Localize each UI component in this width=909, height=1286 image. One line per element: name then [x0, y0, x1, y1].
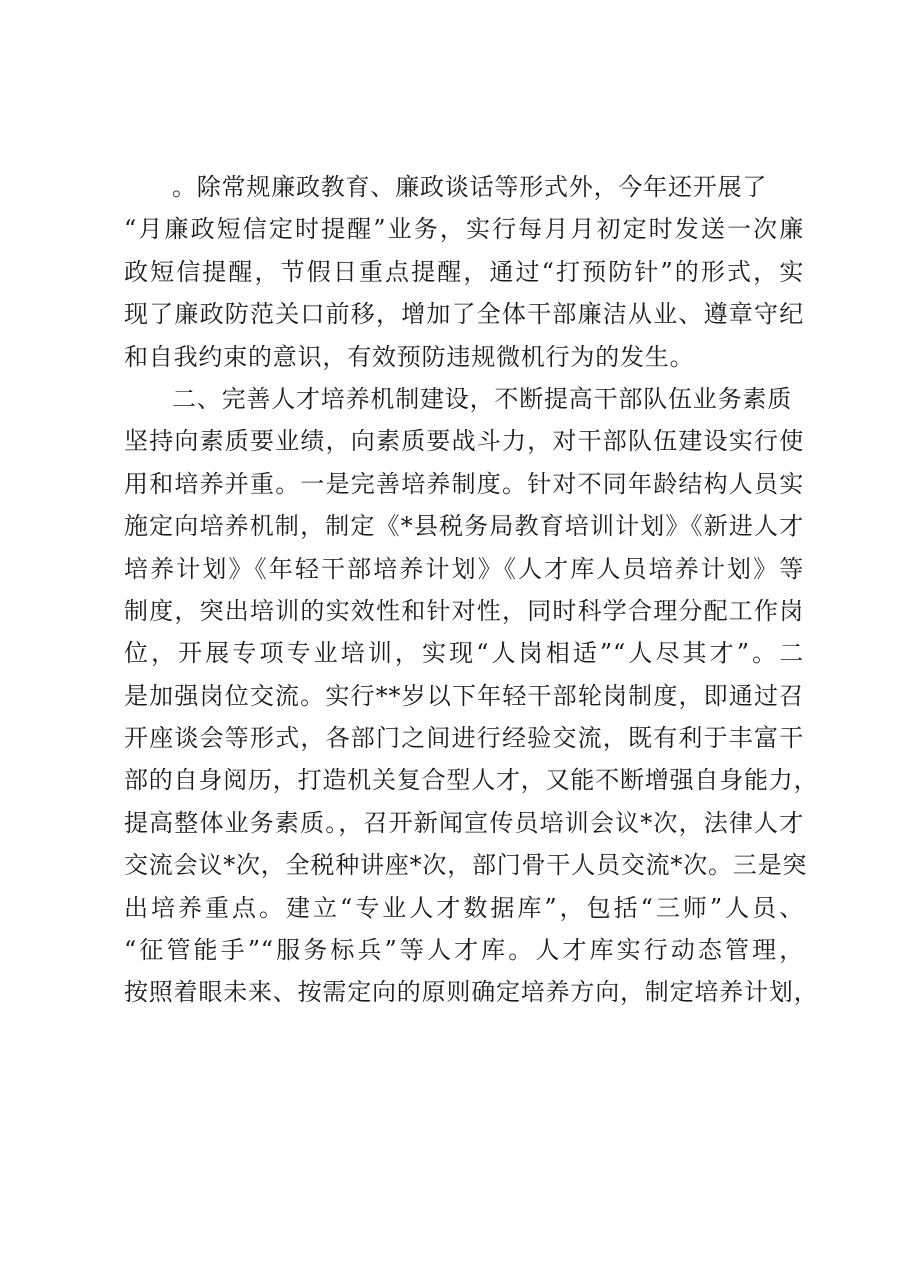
- text-line: 是加强岗位交流。实行**岁以下年轻干部轮岗制度，即通过召: [124, 681, 804, 710]
- text-line: 现了廉政防范关口前移，增加了全体干部廉洁从业、遵章守纪: [124, 300, 804, 329]
- text-line: 和自我约束的意识，有效预防违规微机行为的发生。: [124, 342, 695, 371]
- text-line: 制度，突出培训的实效性和针对性，同时科学合理分配工作岗: [124, 596, 804, 625]
- text-line: 交流会议*次，全税种讲座*次，部门骨干人员交流*次。三是突: [124, 851, 808, 880]
- text-line: 施定向培养机制，制定《*县税务局教育培训计划》《新进人才: [124, 512, 804, 541]
- text-line: 部的自身阅历，打造机关复合型人才，又能不断增强自身能力，: [124, 766, 819, 795]
- text-line: 培养计划》《年轻干部培养计划》《人才库人员培养计划》等: [124, 554, 804, 583]
- text-line: 用和培养并重。一是完善培养制度。针对不同年龄结构人员实: [124, 469, 804, 498]
- text-line: “征管能手”“服务标兵”等人才库。人才库实行动态管理，: [124, 936, 804, 965]
- text-line: 按照着眼未来、按需定向的原则确定培养方向，制定培养计划，: [124, 978, 819, 1007]
- text-line: 开座谈会等形式，各部门之间进行经验交流，既有利于丰富干: [124, 724, 804, 753]
- text-line: “月廉政短信定时提醒”业务，实行每月月初定时发送一次廉: [124, 215, 804, 244]
- text-line: 坚持向素质要业绩，向素质要战斗力，对干部队伍建设实行使: [124, 427, 804, 456]
- paragraph-1: [124, 166, 804, 378]
- text-line: 出培养重点。建立“专业人才数据库”，包括“三师”人员、: [124, 893, 804, 922]
- text-line: 提高整体业务素质。，召开新闻宣传员培训会议*次，法律人才: [124, 808, 804, 837]
- text-line: 政短信提醒，节假日重点提醒，通过“打预防针”的形式，实: [124, 257, 804, 286]
- paragraph-2: [124, 378, 819, 1014]
- text-line: 。除常规廉政教育、廉政谈话等形式外，今年还开展了: [172, 173, 768, 201]
- document-body: [124, 166, 819, 1014]
- section-heading-line: 二、完善人才培养机制建设，不断提高干部队伍业务素质: [172, 384, 792, 413]
- text-line: 位，开展专项专业培训，实现“人岗相适”“人尽其才”。二: [124, 639, 804, 668]
